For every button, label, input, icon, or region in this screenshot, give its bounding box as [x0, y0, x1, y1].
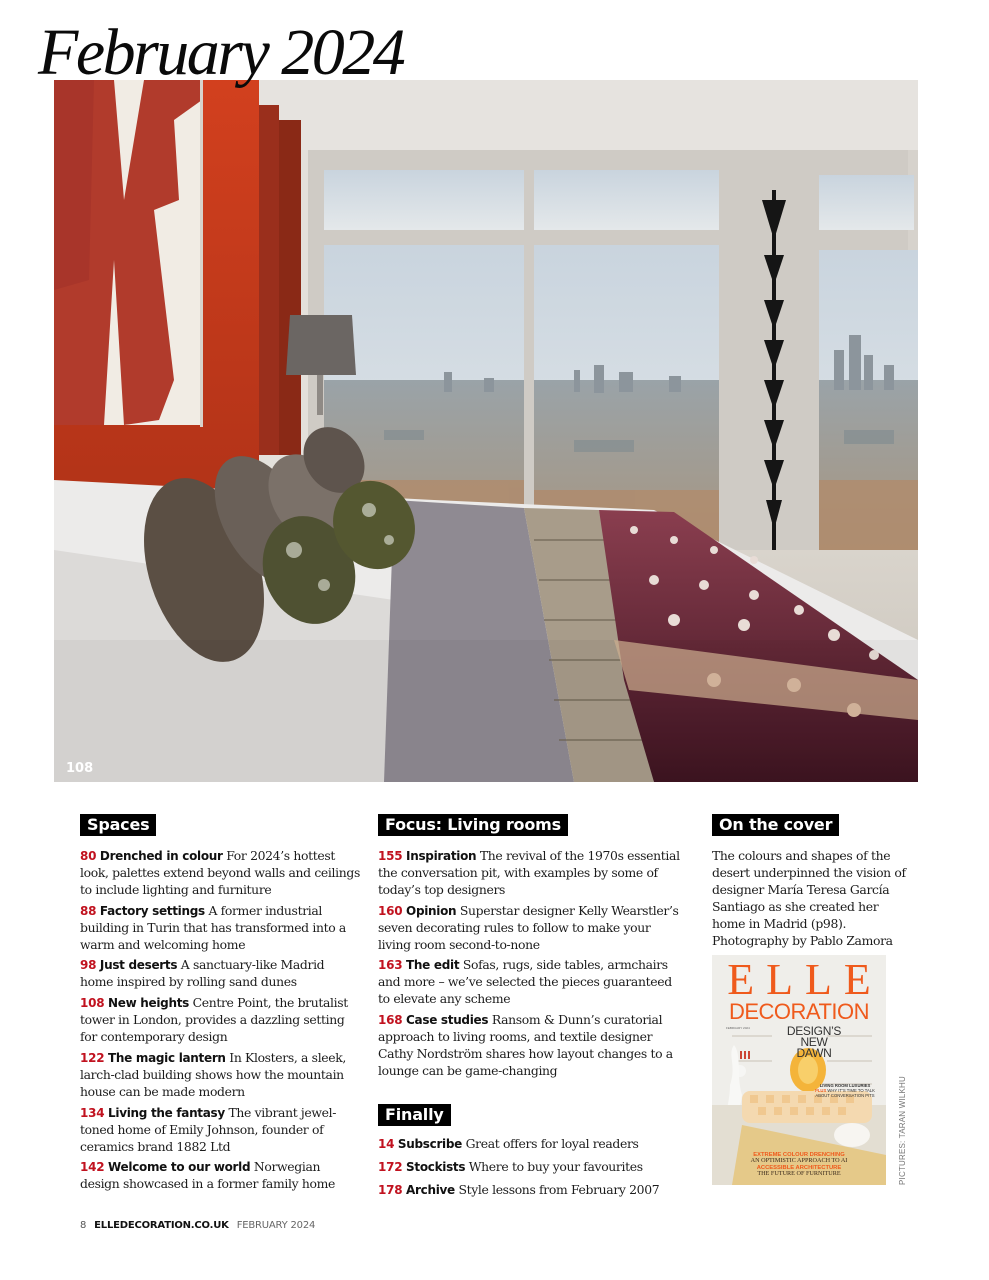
entry-page-number: 142	[80, 1160, 105, 1175]
contents-entry[interactable]	[378, 1136, 683, 1153]
entry-page-number: 168	[378, 1013, 403, 1028]
entry-title: Drenched in colour	[99, 849, 223, 863]
contents-entry[interactable]	[378, 957, 683, 1008]
contents-entry[interactable]	[80, 903, 360, 954]
entry-title: Inspiration	[406, 849, 477, 863]
entry-title: Living the fantasy	[108, 1105, 225, 1120]
page-title: February 2024	[38, 16, 404, 89]
contents-entry[interactable]	[80, 848, 360, 899]
entry-description: Ransom & Dunn’s curatorial approach to living rooms, and textile designer Cathy Nordström shares how layout changes to a lounge can be game-changing	[378, 1012, 673, 1078]
entry-page-number: 122	[80, 1050, 105, 1065]
cover-subtitle: DECORATION	[728, 999, 870, 1024]
magazine-cover-thumbnail[interactable]	[712, 955, 886, 1185]
entry-description: Style lessons from February 2007	[458, 1181, 660, 1197]
entry-description: A sanctuary-like Madrid home inspired by rolling sand dunes	[80, 957, 325, 990]
cover-headline-line: DAWN	[796, 1046, 832, 1060]
spaces-column	[80, 814, 360, 1197]
contents-entry[interactable]	[80, 995, 360, 1046]
cover-column	[712, 814, 912, 949]
photo-page-reference: 108	[66, 761, 94, 776]
focus-column	[378, 814, 683, 1205]
hero-photo	[54, 80, 918, 782]
entry-title: Factory settings	[99, 903, 205, 918]
entry-title: New heights	[108, 996, 189, 1011]
cover-side-line-plus: PLUS	[815, 1088, 827, 1093]
entry-page-number: 98	[80, 958, 97, 973]
contents-entry[interactable]	[378, 1182, 683, 1199]
entry-description: The revival of the 1970s essential the conversation pit, with examples by some of today’s top designers	[378, 848, 680, 897]
contents-entry[interactable]	[80, 957, 360, 991]
cover-line: AN OPTIMISTIC APPROACH TO AI	[750, 1157, 848, 1165]
website-link[interactable]: ELLEDECORATION.CO.UK	[94, 1220, 229, 1231]
entry-title: Subscribe	[397, 1136, 462, 1151]
section-label-finally: Finally	[378, 1104, 451, 1126]
contents-entry[interactable]	[378, 848, 683, 899]
cover-headline-line: NEW	[800, 1035, 828, 1049]
cover-headline-line: DESIGN’S	[786, 1024, 842, 1038]
footer-issue-date: FEBRUARY 2024	[236, 1220, 316, 1231]
entry-page-number: 178	[378, 1182, 403, 1197]
entry-description: The vibrant jewel-toned home of Emily Johnson, founder of ceramics brand 1882 Ltd	[80, 1104, 337, 1154]
entry-title: Stockists	[406, 1159, 466, 1174]
section-label-focus: Focus: Living rooms	[378, 814, 568, 836]
cover-line: EXTREME COLOUR DRENCHING	[753, 1151, 845, 1158]
contents-entry[interactable]	[378, 903, 683, 954]
cover-side-line-text: WHY IT’S TIME TO TALK ABOUT CONVERSATION PITS	[815, 1088, 875, 1098]
photo-credit: PICTURES: TARAN WILKHU	[898, 1075, 907, 1185]
entry-title: The edit	[406, 958, 460, 973]
cover-issue-date: FEBRUARY 2024	[726, 1026, 750, 1030]
entry-description: Norwegian design showcased in a former family home	[80, 1159, 335, 1192]
entry-page-number: 14	[378, 1136, 395, 1151]
folio-number: 8	[80, 1220, 87, 1231]
entry-title: The magic lantern	[108, 1050, 226, 1065]
entry-description: Great offers for loyal readers	[465, 1135, 639, 1151]
section-label-spaces: Spaces	[80, 814, 156, 836]
bedroom-photo-illustration	[54, 80, 918, 782]
entry-description: Centre Point, the brutalist tower in London, provides a dazzling setting for contemporary design	[80, 995, 348, 1045]
entry-page-number: 88	[80, 903, 97, 918]
cover-side-line	[812, 1083, 878, 1098]
entry-description: Where to buy your favourites	[468, 1158, 643, 1174]
entry-title: Case studies	[406, 1013, 489, 1028]
entry-page-number: 160	[378, 903, 403, 918]
entry-description: Superstar designer Kelly Wearstler’s seven decorating rules to follow to make your living room second-to-none	[378, 902, 679, 952]
entry-description: A former industrial building in Turin that has transformed into a warm and welcoming home	[80, 902, 346, 952]
contents-entry[interactable]	[378, 1159, 683, 1176]
entry-title: Just deserts	[99, 958, 178, 973]
finally-section	[378, 1104, 683, 1199]
cover-side-line-title: LIVING ROOM LUXURIES	[819, 1083, 871, 1088]
cover-lines	[712, 1152, 886, 1178]
cover-line: THE FUTURE OF FURNITURE	[757, 1170, 841, 1178]
contents-entry[interactable]	[80, 1105, 360, 1156]
entry-title: Opinion	[406, 903, 457, 918]
cover-masthead: ELLE	[727, 955, 883, 1004]
section-label-cover: On the cover	[712, 814, 839, 836]
entry-page-number: 163	[378, 958, 403, 973]
entry-page-number: 155	[378, 849, 403, 863]
contents-entry[interactable]	[378, 1012, 683, 1080]
cover-headline	[712, 1026, 886, 1059]
entry-page-number: 108	[80, 996, 105, 1011]
cover-description: The colours and shapes of the desert underpinned the vision of designer María Teresa García Santiago as she created her home in Madrid (p98). Photography by Pablo Zamora	[712, 848, 906, 948]
entry-page-number: 134	[80, 1105, 105, 1120]
entry-description: Sofas, rugs, side tables, armchairs and more – we’ve selected the pieces guaranteed to elevate any scheme	[378, 957, 672, 1007]
contents-entry[interactable]	[80, 1159, 360, 1193]
entry-description: For 2024’s hottest look, palettes extend beyond walls and ceilings to include lighting and furniture	[80, 848, 360, 897]
entry-page-number: 172	[378, 1159, 403, 1174]
entry-description: In Klosters, a sleek, larch-clad building shows how the mountain house can be made modern	[80, 1049, 347, 1099]
cover-line: ACCESSIBLE ARCHITECTURE	[756, 1164, 842, 1171]
entry-title: Welcome to our world	[108, 1160, 251, 1175]
entry-page-number: 80	[80, 849, 97, 863]
contents-entry[interactable]	[80, 1050, 360, 1101]
entry-title: Archive	[406, 1182, 455, 1197]
page-footer	[80, 1220, 315, 1231]
